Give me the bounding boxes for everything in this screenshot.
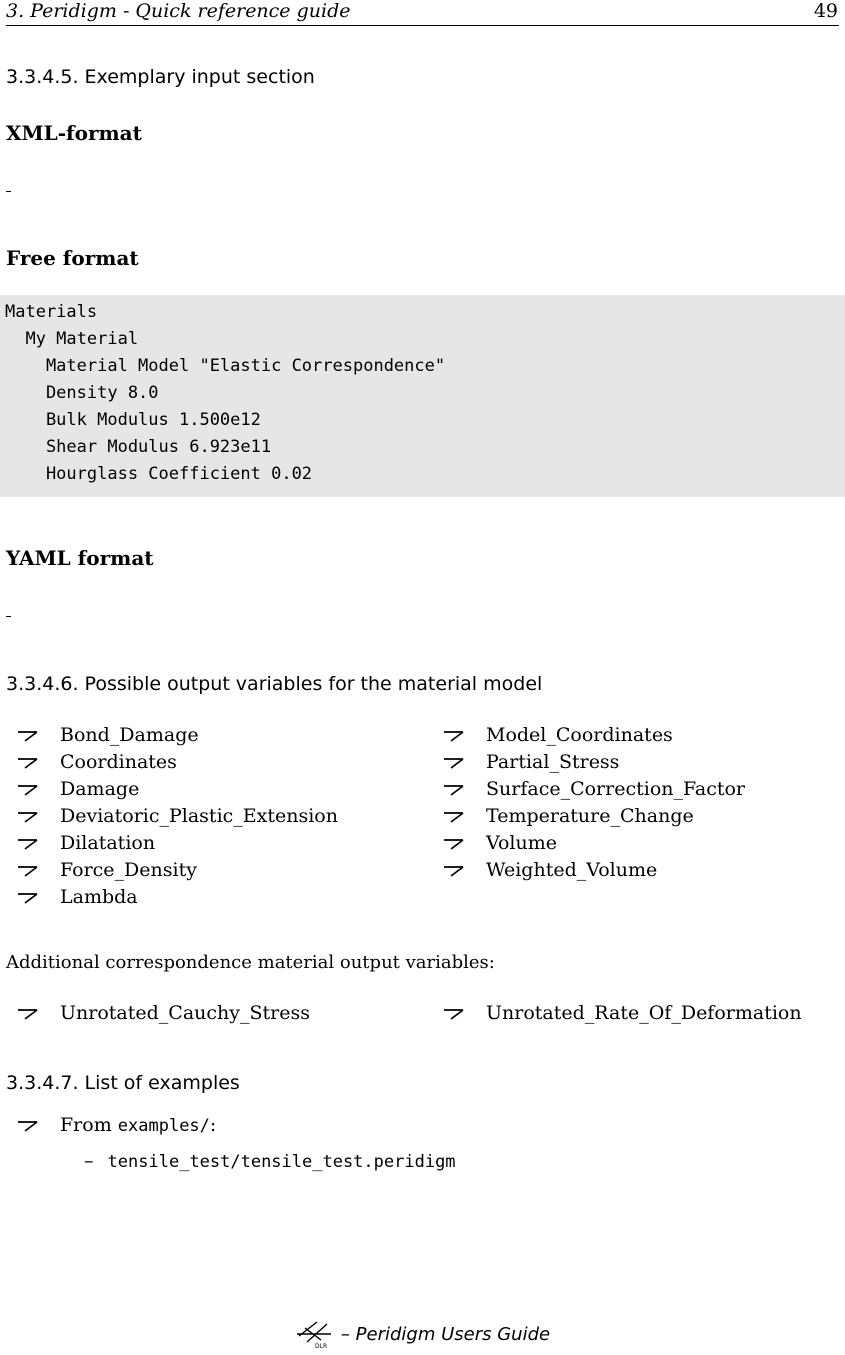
running-header-title: 3. Peridigm - Quick reference guide: [6, 0, 351, 22]
list-item: [6, 1000, 426, 1027]
xml-placeholder-mark: [6, 191, 11, 192]
arrow-bullet-icon: [442, 722, 466, 749]
examples-list: [6, 1112, 806, 1175]
list-item: [432, 722, 842, 749]
list-item: [432, 857, 842, 884]
output-variable: Coordinates: [60, 751, 177, 773]
list-item: [6, 1112, 806, 1139]
sub-list-item: [6, 1148, 806, 1175]
additional-list-right: [432, 1000, 842, 1027]
free-format-code: Materials My Material Material Model "Elastic Correspondence" Density 8.0 Bulk Modulus 1.500e12 Shear Modulus 6.923e11 Hourglass Coefficient 0.02: [5, 302, 446, 484]
list-item: [6, 857, 426, 884]
footer-text: – Peridigm Users Guide: [340, 1323, 551, 1345]
output-variable: Damage: [60, 778, 140, 800]
free-format-heading: Free format: [6, 246, 139, 270]
yaml-placeholder-mark: [6, 616, 11, 617]
list-item: [432, 749, 842, 776]
list-item: [6, 722, 426, 749]
output-variable: Unrotated_Cauchy_Stress: [60, 1002, 310, 1024]
output-variable: Temperature_Change: [486, 805, 694, 827]
output-variable: Dilatation: [60, 832, 156, 854]
page-number: 49: [813, 0, 838, 22]
arrow-bullet-icon: [442, 749, 466, 776]
output-variable: Surface_Correction_Factor: [486, 778, 746, 800]
section-heading-output: 3.3.4.6. Possible output variables for the material model: [6, 673, 543, 695]
list-item: [6, 803, 426, 830]
additional-intro: Additional correspondence material output variables:: [6, 952, 495, 973]
arrow-bullet-icon: [16, 1000, 40, 1027]
arrow-bullet-icon: [442, 857, 466, 884]
additional-list-left: [6, 1000, 426, 1027]
output-variable: Bond_Damage: [60, 724, 199, 746]
list-item: [432, 1000, 842, 1027]
output-list-right: [432, 722, 842, 884]
dlr-logo-text: DLR: [314, 1343, 328, 1350]
arrow-bullet-icon: [442, 1000, 466, 1027]
free-format-code-block: [0, 295, 845, 497]
section-heading-examples: 3.3.4.7. List of examples: [6, 1072, 240, 1094]
output-variable: Volume: [486, 832, 557, 854]
arrow-bullet-icon: [16, 884, 40, 911]
arrow-bullet-icon: [16, 776, 40, 803]
list-item: [432, 803, 842, 830]
arrow-bullet-icon: [442, 803, 466, 830]
arrow-bullet-icon: [442, 830, 466, 857]
output-variable: Lambda: [60, 886, 138, 908]
examples-directory: examples/: [117, 1116, 210, 1136]
arrow-bullet-icon: [16, 722, 40, 749]
example-file-path: tensile_test/tensile_test.peridigm: [107, 1152, 456, 1172]
from-colon: :: [209, 1114, 217, 1136]
from-text: From: [60, 1114, 112, 1136]
list-item: [6, 884, 426, 911]
arrow-bullet-icon: [16, 749, 40, 776]
yaml-format-heading: YAML format: [6, 546, 154, 570]
page-footer: [0, 1318, 845, 1355]
arrow-bullet-icon: [16, 857, 40, 884]
arrow-bullet-icon: [442, 776, 466, 803]
sub-item-dash: –: [84, 1150, 94, 1172]
output-variable: Deviatoric_Plastic_Extension: [60, 805, 338, 827]
list-item: [6, 776, 426, 803]
output-variable: Unrotated_Rate_Of_Deformation: [486, 1002, 802, 1024]
xml-format-heading: XML-format: [6, 121, 142, 145]
arrow-bullet-icon: [16, 830, 40, 857]
list-item: [432, 776, 842, 803]
arrow-bullet-icon: [16, 803, 40, 830]
list-item: [6, 749, 426, 776]
output-list-left: [6, 722, 426, 911]
section-heading-input: 3.3.4.5. Exemplary input section: [6, 66, 315, 88]
list-item: [6, 830, 426, 857]
output-variable: Partial_Stress: [486, 751, 620, 773]
output-variable: Weighted_Volume: [486, 859, 658, 881]
output-variable: Force_Density: [60, 859, 197, 881]
output-variable: Model_Coordinates: [486, 724, 673, 746]
list-item: [432, 830, 842, 857]
dlr-logo-icon: [295, 1318, 335, 1350]
arrow-bullet-icon: [16, 1112, 40, 1139]
header-rule: [6, 25, 839, 26]
